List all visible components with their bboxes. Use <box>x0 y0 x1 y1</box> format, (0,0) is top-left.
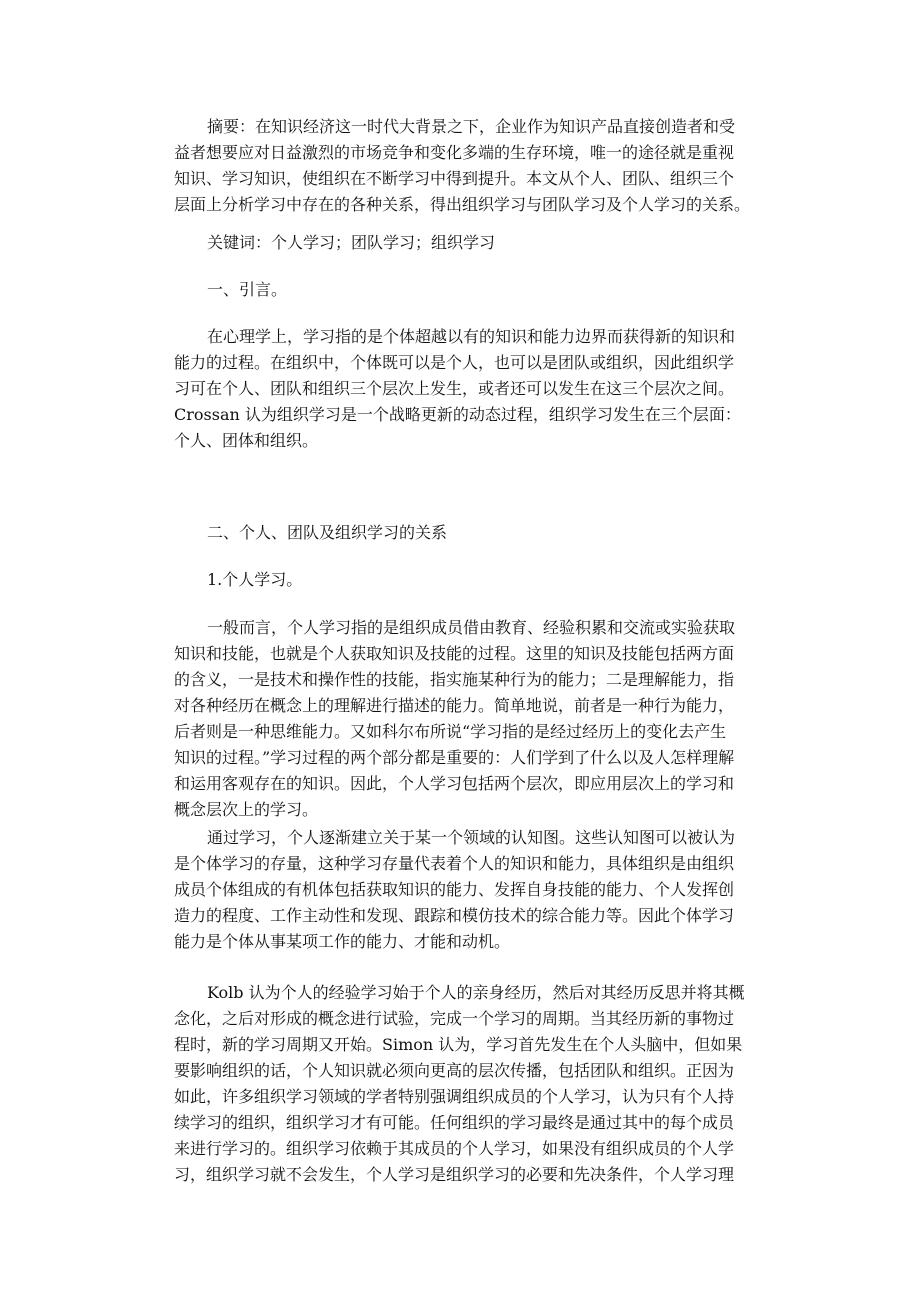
text-line: 个人、团体和组织。 <box>174 431 319 450</box>
text-line: 能力的过程。在组织中，个体既可以是个人，也可以是团队或组织，因此组织学 <box>174 353 735 372</box>
text-line: 在心理学上，学习指的是个体超越以有的知识和能力边界而获得新的知识和 <box>207 327 736 346</box>
text-line: 习，组织学习就不会发生，个人学习是组织学习的必要和先决条件，个人学习理 <box>174 1165 735 1184</box>
heading-text: 1.个人学习。 <box>207 570 303 589</box>
subsection-heading-individual-learning <box>174 567 774 593</box>
body-paragraph-1 <box>174 615 774 823</box>
body-paragraph-2 <box>174 825 774 955</box>
text-line: 益者想要应对日益激烈的市场竞争和变化多端的生存环境，唯一的途径就是重视 <box>174 143 735 162</box>
text-line: 如此，许多组织学习领域的学者特别强调组织成员的个人学习，认为只有个人持 <box>174 1087 735 1106</box>
text-line: Crossan 认为组织学习是一个战略更新的动态过程，组织学习发生在三个层面： <box>174 405 741 424</box>
section-heading-relations <box>174 520 774 546</box>
text-line: 和运用客观存在的知识。因此，个人学习包括两个层次，即应用层次上的学习和 <box>174 774 735 793</box>
text-line: 能力是个体从事某项工作的能力、才能和动机。 <box>174 932 511 951</box>
text-line: 通过学习，个人逐渐建立关于某一个领域的认知图。这些认知图可以被认为 <box>207 828 736 847</box>
heading-text: 一、引言。 <box>207 280 288 299</box>
text-line: 来进行学习的。组织学习依赖于其成员的个人学习，如果没有组织成员的个人学 <box>174 1139 735 1158</box>
text-line: 续学习的组织，组织学习才有可能。任何组织的学习最终是通过其中的每个成员 <box>174 1113 735 1132</box>
text-line: 要影响组织的话，个人知识就必须向更高的层次传播，包括团队和组织。正因为 <box>174 1061 735 1080</box>
body-paragraph-3 <box>174 980 774 1188</box>
text-line: 知识、学习知识，使组织在不断学习中得到提升。本文从个人、团队、组织三个 <box>174 169 735 188</box>
text-line: 是个体学习的存量，这种学习存量代表着个人的知识和能力，具体组织是由组织 <box>174 854 735 873</box>
text-line: 成员个体组成的有机体包括获取知识的能力、发挥自身技能的能力、个人发挥创 <box>174 880 735 899</box>
text-line: 程时，新的学习周期又开始。Simon 认为，学习首先发生在个人头脑中，但如果 <box>174 1035 743 1054</box>
section-heading-introduction <box>174 277 774 303</box>
text-line: 后者则是一种思维能力。又如科尔布所说“学习指的是经过经历上的变化去产生 <box>174 722 727 741</box>
text-line: 一般而言，个人学习指的是组织成员借由教育、经验积累和交流或实验获取 <box>207 618 736 637</box>
text-line: Kolb 认为个人的经验学习始于个人的亲身经历，然后对其经历反思并将其概 <box>207 983 745 1002</box>
text-line: 念化，之后对形成的概念进行试验，完成一个学习的周期。当其经历新的事物过 <box>174 1009 735 1028</box>
text-line: 知识的过程。”学习过程的两个部分都是重要的：人们学到了什么以及人怎样理解 <box>174 748 735 767</box>
text-line: 造力的程度、工作主动性和发现、跟踪和模仿技术的综合能力等。因此个体学习 <box>174 906 735 925</box>
text-line: 对各种经历在概念上的理解进行描述的能力。简单地说，前者是一种行为能力， <box>174 696 735 715</box>
keywords-paragraph <box>174 230 774 256</box>
text-line: 的含义，一是技术和操作性的技能，指实施某种行为的能力；二是理解能力，指 <box>174 670 735 689</box>
text-line: 层面上分析学习中存在的各种关系，得出组织学习与团队学习及个人学习的关系。 <box>174 195 751 214</box>
heading-text: 二、个人、团队及组织学习的关系 <box>207 523 448 542</box>
text-line: 习可在个人、团队和组织三个层次上发生，或者还可以发生在这三个层次之间。 <box>174 379 735 398</box>
keywords-line: 关键词：个人学习；团队学习；组织学习 <box>207 233 496 252</box>
intro-paragraph <box>174 324 774 454</box>
text-line: 概念层次上的学习。 <box>174 800 319 819</box>
text-line: 知识和技能，也就是个人获取知识及技能的过程。这里的知识及技能包括两方面 <box>174 644 735 663</box>
abstract-paragraph <box>174 114 774 218</box>
text-line: 摘要：在知识经济这一时代大背景之下，企业作为知识产品直接创造者和受 <box>207 117 736 136</box>
